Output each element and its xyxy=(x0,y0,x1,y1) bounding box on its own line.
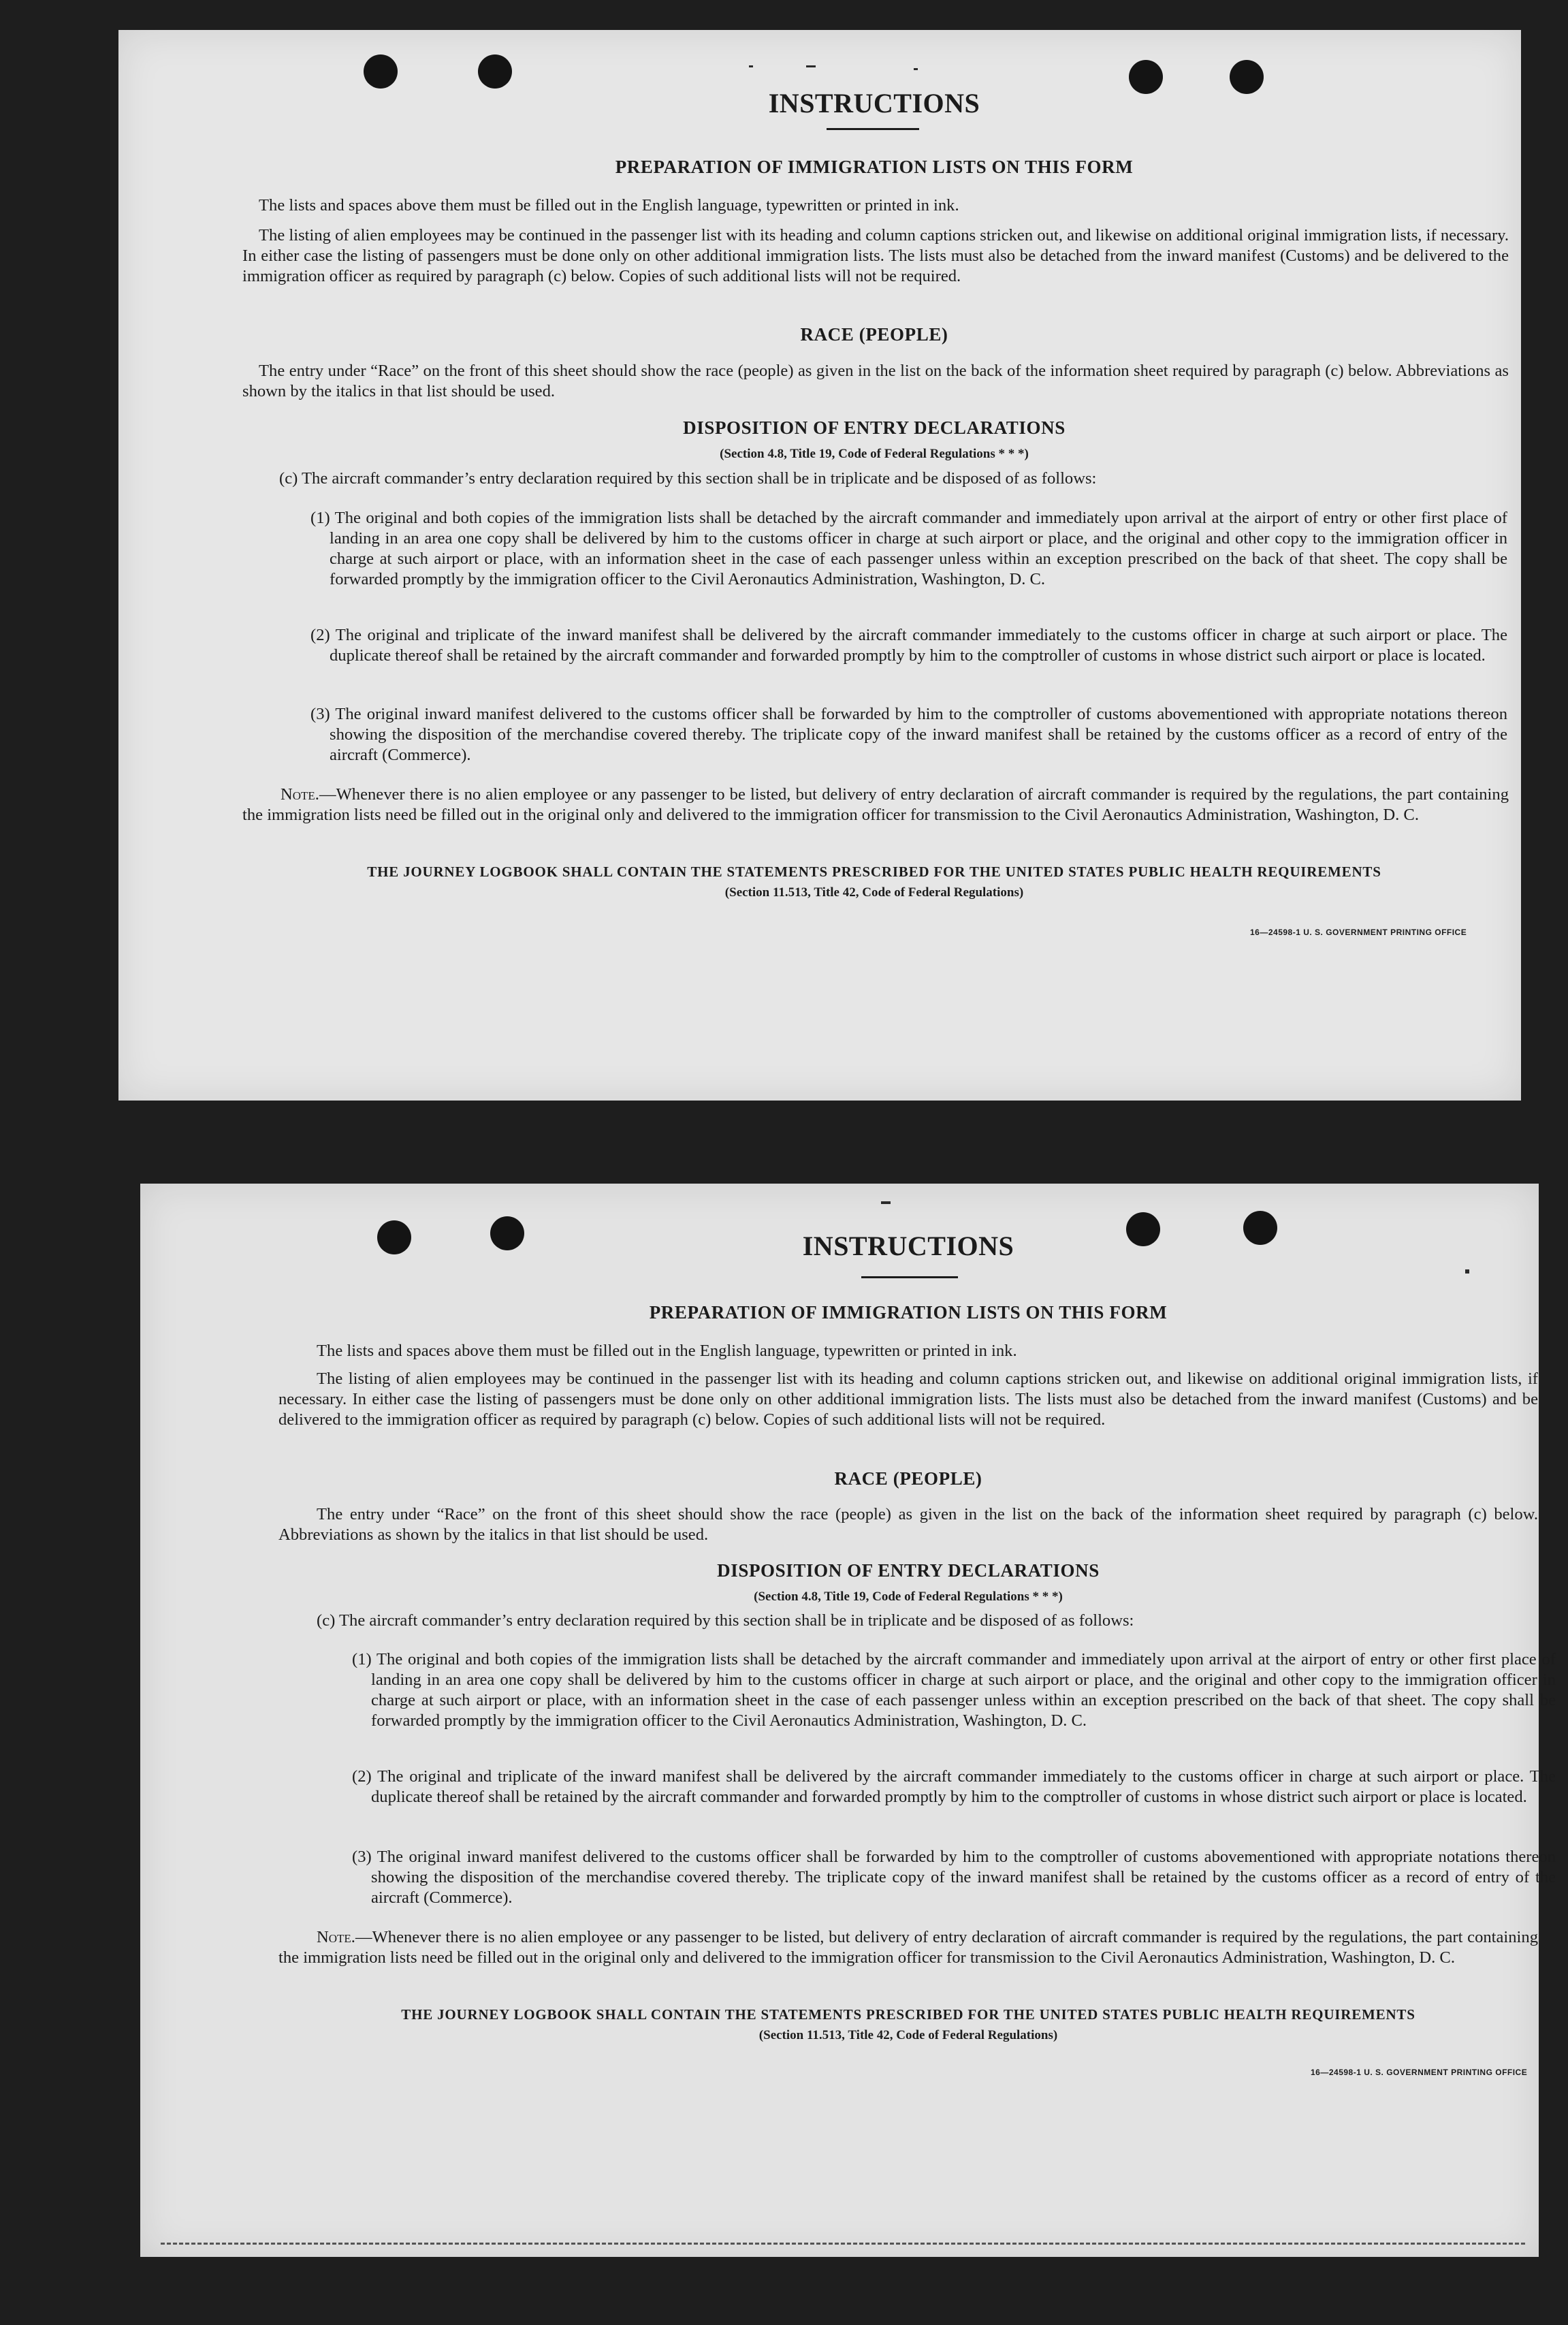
list-item-1: (1) The original and both copies of the immigration lists shall be detached by the aircraft commander and immediately upon arrival at the airport of entry or other first place of landing in an area one copy shall be delivered by him to the customs officer in charge at such airport or place, and the original and other copy to the immigration officer in charge at such airport or place, with an information sheet in the case of each passenger unless within an exception prescribed on the back of that sheet. The copy shall be forwarded promptly by the immigration officer to the Civil Aeronautics Administration, Washington, D. C. xyxy=(310,509,1507,588)
paragraph-note: Note.—Whenever there is no alien employee or any passenger to be listed, but delivery of entry declaration of aircraft commander is required by the regulations, the part containing the immigration lists need be filled out in the original only and delivered to the immigration officer for transmission to the Civil Aeronautics Administration, Washington, D. C. xyxy=(242,785,1509,824)
list-item-3: (3) The original inward manifest delivered to the customs officer shall be forwarded by him to the comptroller of customs abovementioned with appropriate notations thereon showing the disposition of the merchandise covered thereby. The triplicate copy of the inward manifest shall be retained by the customs officer as a record of entry of the aircraft (Commerce). xyxy=(310,705,1507,764)
paragraph-c xyxy=(279,469,1505,489)
list-item-2: (2) The original and triplicate of the inward manifest shall be delivered by the aircraft commander immediately to the customs officer in charge at such airport or place. The duplicate thereof shall be retained by the aircraft commander and forwarded promptly by him to the comptroller of customs in whose district such airport or place is located. xyxy=(310,626,1507,665)
print-speck xyxy=(1465,1269,1469,1274)
print-code: 16—24598-1 U. S. GOVERNMENT PRINTING OFFICE xyxy=(1311,2068,1528,2077)
list-item-3: (3) The original inward manifest delivered to the customs officer shall be forwarded by him to the comptroller of customs abovementioned with appropriate notations thereon showing the disposition of the merchandise covered thereby. The triplicate copy of the inward manifest shall be retained by the customs officer as a record of entry of the aircraft (Commerce). xyxy=(352,1848,1556,1907)
page-title: INSTRUCTIONS xyxy=(768,88,980,118)
note-text: Whenever there is no alien employee or any passenger to be listed, but delivery of entry declaration of aircraft commander is required by the regulations, the part containing the immigration lists need be filled out in the original only and delivered to the immigration officer for transmission to the Civil Aeronautics Administration, Washington, D. C. xyxy=(242,785,1509,824)
section-heading-preparation: PREPARATION OF IMMIGRATION LISTS ON THIS FORM xyxy=(649,1302,1168,1323)
print-speck xyxy=(914,68,918,70)
paragraph-text: (c) The aircraft commander’s entry declaration required by this section shall be in triplicate and be disposed of as follows: xyxy=(317,1611,1134,1630)
note-label: Note. xyxy=(281,785,319,804)
paragraph-text: The lists and spaces above them must be filled out in the English language, typewritten or printed in ink. xyxy=(259,196,959,215)
paragraph-text: The listing of alien employees may be continued in the passenger list with its heading and column captions stricken out, and likewise on additional original immigration lists, if necessary. In either case the listing of passengers must be done only on other additional immigration lists. The lists must also be detached from the inward manifest (Customs) and be delivered to the immigration officer as required by paragraph (c) below. Copies of such additional lists will not be required. xyxy=(242,226,1509,285)
note-label: Note. xyxy=(317,1928,355,1946)
paragraph-note: Note.—Whenever there is no alien employee or any passenger to be listed, but delivery of entry declaration of aircraft commander is required by the regulations, the part containing the immigration lists need be filled out in the original only and delivered to the immigration officer for transmission to the Civil Aeronautics Administration, Washington, D. C. xyxy=(278,1928,1538,1967)
section-heading-race: RACE (PEOPLE) xyxy=(800,324,948,345)
title-rule xyxy=(827,128,919,130)
paragraph-alien-employees xyxy=(242,225,1509,287)
journey-citation: (Section 11.513, Title 42, Code of Federal Regulations) xyxy=(758,2028,1058,2042)
print-speck xyxy=(749,65,753,67)
section-citation: (Section 4.8, Title 19, Code of Federal Regulations * * *) xyxy=(720,447,1029,461)
punch-hole xyxy=(478,54,512,89)
print-speck xyxy=(881,1201,891,1204)
paragraph-c xyxy=(317,1611,1535,1631)
print-code: 16—24598-1 U. S. GOVERNMENT PRINTING OFFICE xyxy=(1250,928,1467,937)
paragraph-race-entry xyxy=(278,1504,1538,1545)
paragraph-text: The entry under “Race” on the front of this sheet should show the race (people) as given in the list on the back of the information sheet required by paragraph (c) below. Abbreviations as shown by the italics in that list should be used. xyxy=(278,1505,1538,1544)
section-citation: (Section 4.8, Title 19, Code of Federal Regulations * * *) xyxy=(754,1589,1063,1604)
paragraph-lists-language xyxy=(317,1341,1535,1361)
note-text: Whenever there is no alien employee or any passenger to be listed, but delivery of entry declaration of aircraft commander is required by the regulations, the part containing the immigration lists need be filled out in the original only and delivered to the immigration officer for transmission to the Civil Aeronautics Administration, Washington, D. C. xyxy=(278,1928,1538,1967)
section-heading-disposition: DISPOSITION OF ENTRY DECLARATIONS xyxy=(717,1560,1100,1581)
paragraph-race-entry xyxy=(242,361,1509,402)
section-heading-disposition: DISPOSITION OF ENTRY DECLARATIONS xyxy=(683,417,1066,438)
section-heading-preparation: PREPARATION OF IMMIGRATION LISTS ON THIS FORM xyxy=(615,157,1134,177)
journey-citation: (Section 11.513, Title 42, Code of Federal Regulations) xyxy=(724,885,1024,900)
instruction-sheet-bottom xyxy=(140,1184,1556,2257)
punch-hole xyxy=(364,54,398,89)
paragraph-lists-language xyxy=(259,195,1491,216)
journey-logbook-statement: THE JOURNEY LOGBOOK SHALL CONTAIN THE STATEMENTS PRESCRIBED FOR THE UNITED STATES PUBLIC HEALTH REQUIREMENTS xyxy=(367,864,1381,880)
instruction-sheet-top xyxy=(118,30,1521,1101)
print-speck xyxy=(806,65,816,67)
paragraph-text: (c) The aircraft commander’s entry declaration required by this section shall be in triplicate and be disposed of as follows: xyxy=(279,469,1097,488)
paragraph-text: The listing of alien employees may be continued in the passenger list with its heading and column captions stricken out, and likewise on additional original immigration lists, if necessary. In either case the listing of passengers must be done only on other additional immigration lists. The lists must also be detached from the inward manifest (Customs) and be delivered to the immigration officer as required by paragraph (c) below. Copies of such additional lists will not be required. xyxy=(278,1370,1538,1429)
list-item-2: (2) The original and triplicate of the inward manifest shall be delivered by the aircraft commander immediately to the customs officer in charge at such airport or place. The duplicate thereof shall be retained by the aircraft commander and forwarded promptly by him to the comptroller of customs in whose district such airport or place is located. xyxy=(352,1767,1556,1806)
journey-logbook-statement: THE JOURNEY LOGBOOK SHALL CONTAIN THE STATEMENTS PRESCRIBED FOR THE UNITED STATES PUBLIC HEALTH REQUIREMENTS xyxy=(401,2006,1415,2023)
perforation-line xyxy=(161,2243,1525,2245)
page-title: INSTRUCTIONS xyxy=(802,1231,1014,1261)
title-rule xyxy=(861,1276,958,1278)
paragraph-alien-employees xyxy=(278,1369,1538,1430)
paragraph-text: The lists and spaces above them must be filled out in the English language, typewritten or printed in ink. xyxy=(317,1342,1017,1360)
list-item-1: (1) The original and both copies of the immigration lists shall be detached by the aircraft commander and immediately upon arrival at the airport of entry or other first place of landing in an area one copy shall be delivered by him to the customs officer in charge at such airport or place, and the original and other copy to the immigration officer in charge at such airport or place, with an information sheet in the case of each passenger unless within an exception prescribed on the back of that sheet. The copy shall be forwarded promptly by the immigration officer to the Civil Aeronautics Administration, Washington, D. C. xyxy=(352,1650,1556,1730)
section-heading-race: RACE (PEOPLE) xyxy=(834,1468,982,1489)
paragraph-text: The entry under “Race” on the front of this sheet should show the race (people) as given in the list on the back of the information sheet required by paragraph (c) below. Abbreviations as shown by the italics in that list should be used. xyxy=(242,362,1509,400)
